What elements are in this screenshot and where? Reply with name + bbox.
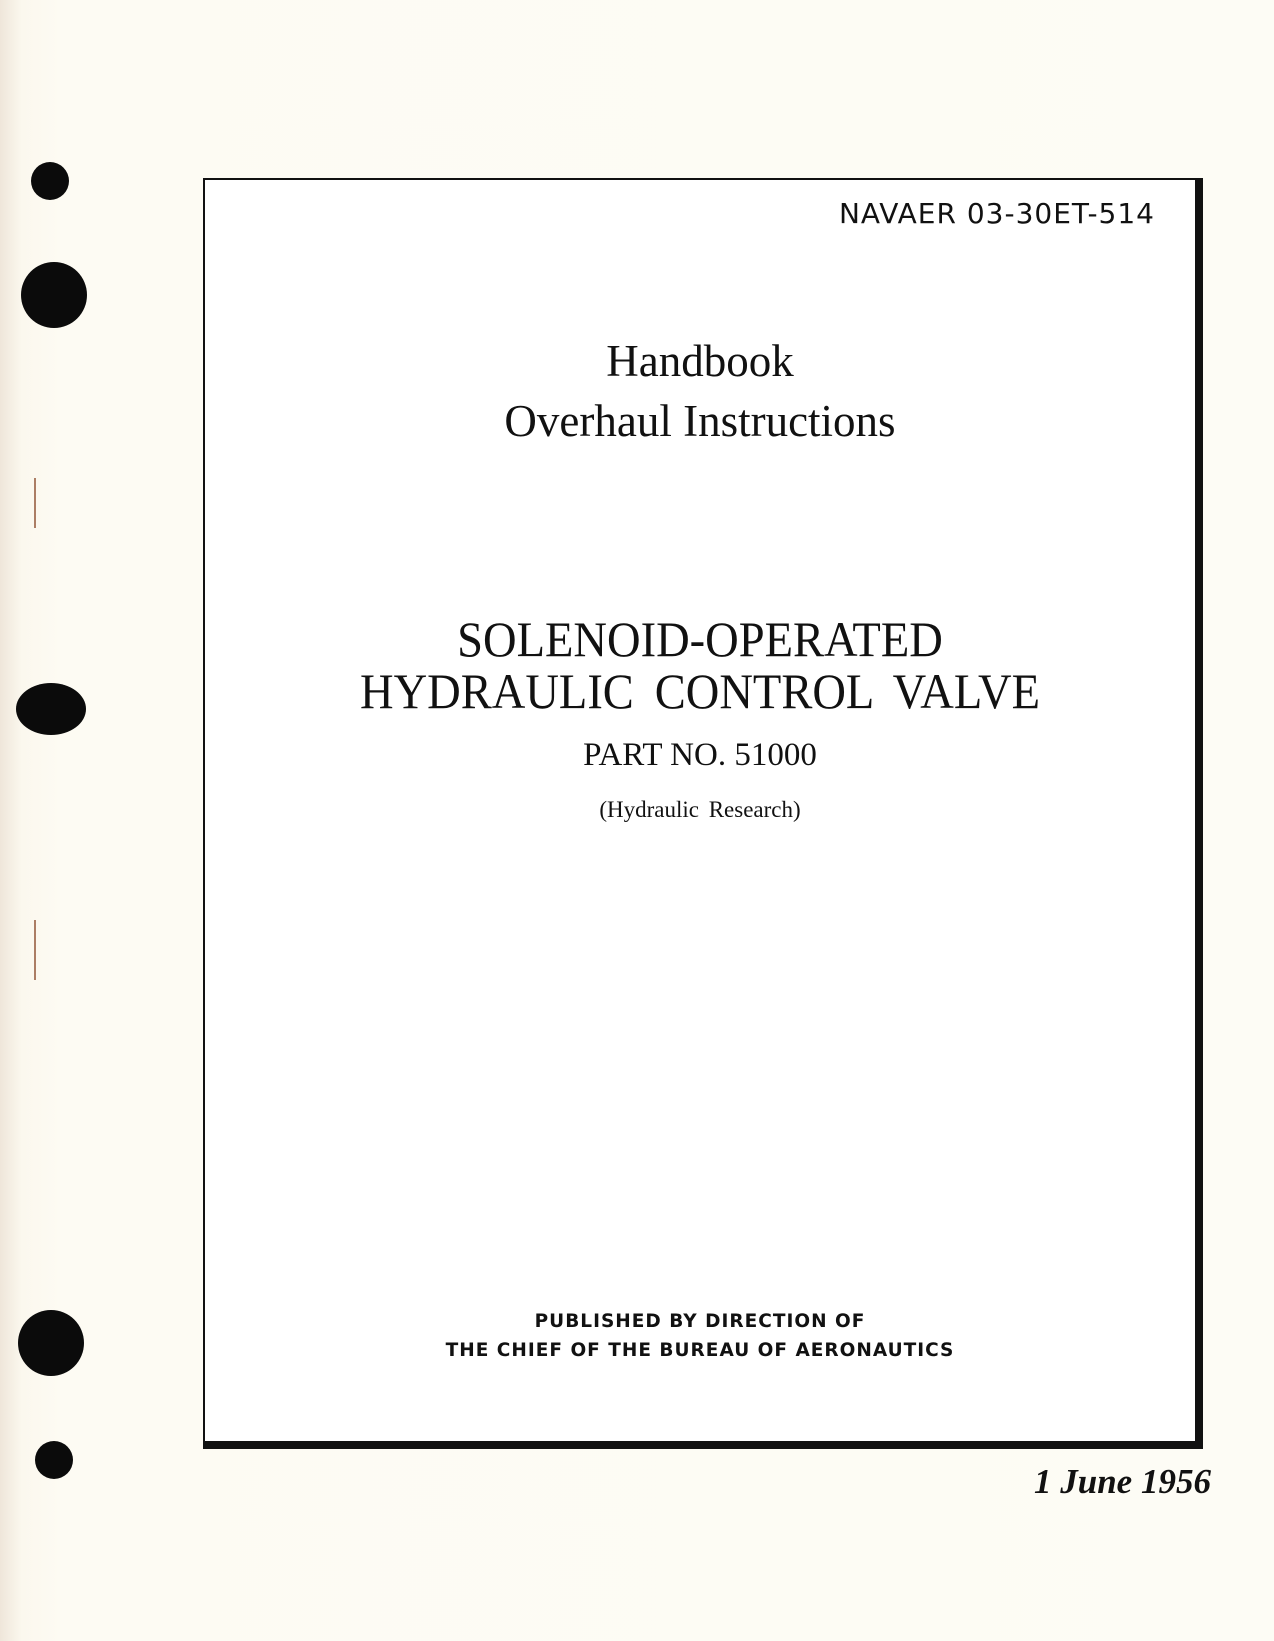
manufacturer: (Hydraulic Research) [599, 797, 801, 822]
publisher-line-1: PUBLISHED BY DIRECTION OF [534, 1311, 866, 1332]
cover-frame [203, 178, 1203, 1449]
staple-mark [34, 478, 36, 528]
part-number: PART NO. 51000 [583, 737, 817, 773]
publication-date: 1 June 1956 [1034, 1462, 1211, 1501]
publisher-line-2: THE CHIEF OF THE BUREAU OF AERONAUTICS [445, 1340, 955, 1361]
handbook-label: Handbook [606, 336, 794, 386]
binder-hole [31, 162, 69, 200]
binder-hole [18, 1310, 84, 1376]
document-subtitle: Overhaul Instructions [504, 396, 896, 446]
document-number: NAVAER 03-30ET-514 [838, 197, 1155, 230]
binder-hole [21, 262, 87, 328]
staple-mark [34, 920, 36, 980]
binder-hole [35, 1441, 73, 1479]
title-line-2: HYDRAULIC CONTROL VALVE [359, 663, 1040, 719]
binder-hole [16, 683, 86, 735]
title-line-1: SOLENOID-OPERATED [457, 611, 943, 667]
